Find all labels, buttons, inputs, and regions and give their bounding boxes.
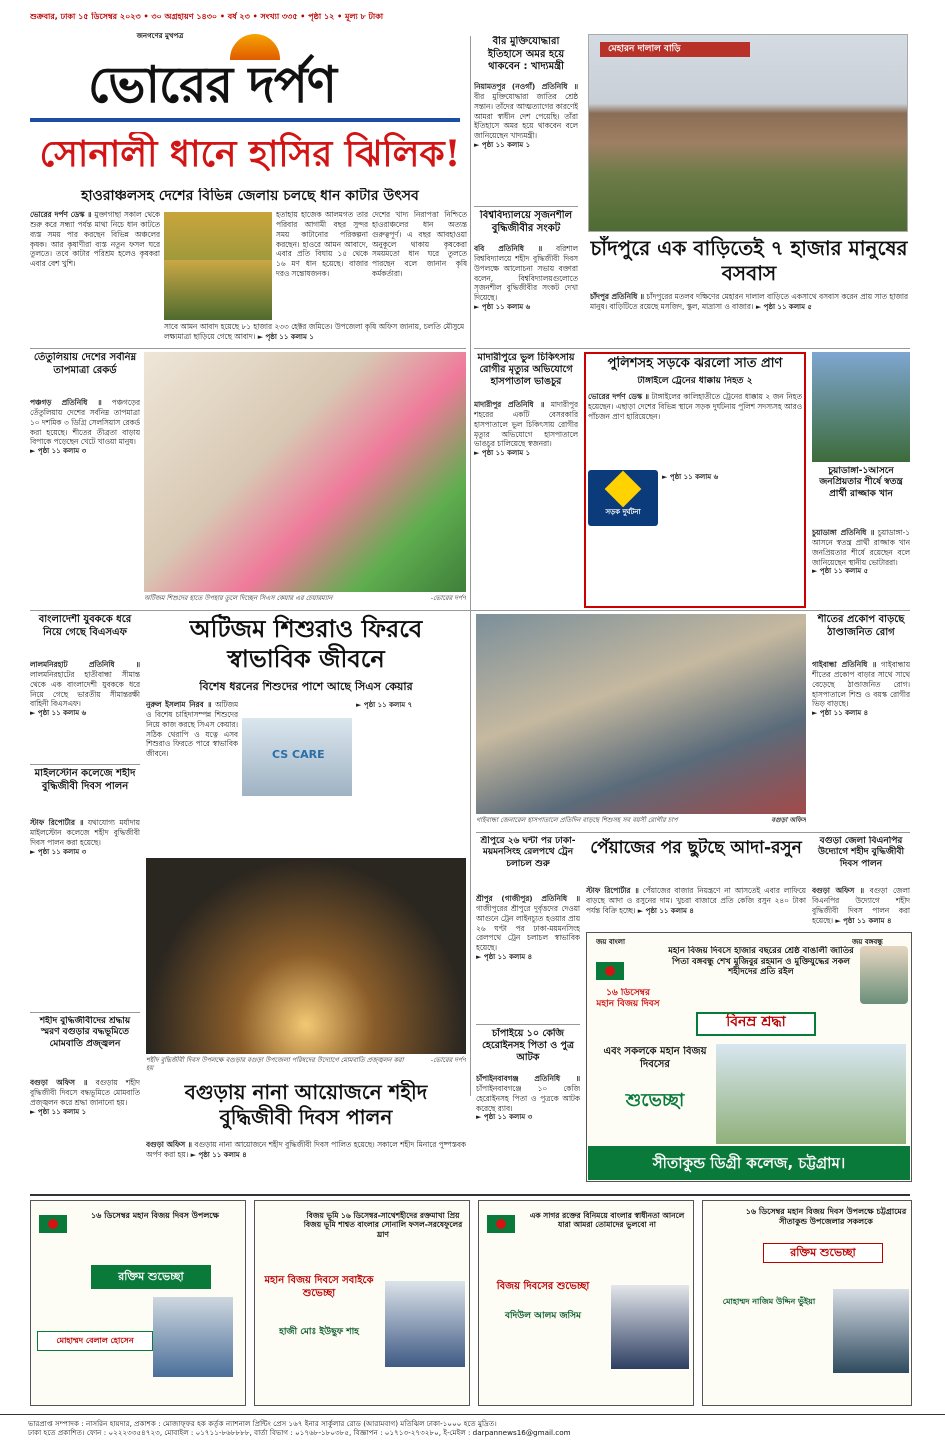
college-building-photo — [716, 1044, 906, 1144]
lead-bottom-text: সাবে আমন আবাদ হয়েছে ৮১ হাজার ২৩৩ হেক্টর জমিতে। উপজেলা কৃষি অফিস জানায়, চলতি মৌসুমে লক্ষ্যমাত্রা ছাড়িয়ে গেছে আবাদ। — [164, 322, 464, 341]
autism-event-photo — [144, 352, 466, 592]
ad-3-top: এক সাগর রক্তের বিনিময়ে বাংলার স্বাধীনতা আনলে যারা আমরা তোমাদের ভুলবো না — [529, 1211, 685, 1230]
lead-headline[interactable]: সোনালী ধানে হাসির ঝিলিক! — [39, 133, 461, 175]
chapai-body — [476, 1074, 580, 1182]
bangladesh-flag-icon — [487, 1215, 515, 1233]
university-headline[interactable]: বিশ্ববিদ্যালয়ে সৃজনশীল বুদ্ধিজীবীর সংকট — [479, 210, 573, 234]
university-body — [474, 244, 578, 344]
byline: বগুড়া অফিস ॥ — [146, 1140, 192, 1149]
ad-4-top: ১৬ ডিসেম্বর মহান বিজয় দিবস উপলক্ষে চট্টগ্রামের সীতাকুন্ড উপজেলার সকলকে — [745, 1207, 907, 1226]
divider — [30, 764, 140, 765]
leader-portrait — [860, 946, 908, 1004]
freedom-fighters-headline[interactable]: বীর মুক্তিযোদ্ধারা ইতিহাসে অমর হয়ে থাকবেন : খাদ্যমন্ত্রী — [487, 36, 565, 72]
photo-caption: অটিজম শিশুদের হাতে উপহার তুলে দিচ্ছেন সিএস কেয়ার এর চেয়ারম্যান — [144, 594, 333, 602]
onion-text: পেঁয়াজের বাজার নিয়ন্ত্রণে না আসতেই এবার লাফিয়ে বাড়ছে আদা ও রসুনের দাম। খুচরা বাজারে প্রতি কেজি রসুন ২৪০ টাকা পর্যন্ত বিক্রি হচ্ছে। — [586, 886, 806, 915]
desk: ভোরের দর্পণ ডেস্ক ॥ — [588, 392, 649, 401]
byline: চাঁপাইনবাবগঞ্জ প্রতিনিধি ॥ — [476, 1074, 580, 1083]
chandpur-headline[interactable]: চাঁদপুরে এক বাড়িতেই ৭ হাজার মানুষের বসবাস — [590, 236, 908, 285]
cold-text: গাইবান্ধায় শীতের প্রকোপ বাড়ার সাথে সাথে বেড়েছে ঠাণ্ডাজনিত রোগ। হাসপাতালে শিশু ও বয়স্ক রোগীর ভিড় বাড়ছে। — [812, 660, 910, 709]
joy-bangla: জয় বাংলা — [596, 938, 626, 946]
photo-caption: শহীদ বুদ্ধিজীবী দিবস উপলক্ষে বগুড়ার বগুড়া উপজেলা পরিষদের উদ্যোগে মোমবাতি প্রজ্জ্বলন করা হয় — [146, 1056, 404, 1073]
byline: স্টাফ রিপোর্টার ॥ — [30, 818, 84, 827]
onion-headline[interactable]: পেঁয়াজের পর ছুটছে আদা-রসুন — [590, 838, 802, 858]
continue-link[interactable]: ► পৃষ্ঠা ১১ কলাম ৩ — [30, 447, 87, 456]
ad-4-greet: রক্তিম শুভেচ্ছা — [763, 1243, 883, 1263]
bsf-headline[interactable]: বাংলাদেশী যুবককে ধরে নিয়ে গেছে বিএসএফ — [38, 614, 132, 638]
autism-body-2 — [356, 700, 466, 850]
bogura-events-text: বগুড়ায় নানা আয়োজনে শহীদ বুদ্ধিজীবী দিবস পালিত হয়েছে। সকালে শহীদ মিনারে পুষ্পস্তবক অর্পণ করা হয়। — [146, 1140, 466, 1159]
byline: নুরুল ইসলাম নিরব ॥ — [146, 700, 212, 709]
continue-link[interactable]: ► পৃষ্ঠা ১১ কলাম ৫ — [812, 567, 869, 576]
madaripur-text: মাদারীপুর শহরের একটি বেসরকারি হাসপাতালে ভুল চিকিৎসায় রোগীর মৃত্যুর অভিযোগে হাসপাতালে ভাঙচুর চালিয়েছে স্বজনরা। — [474, 400, 578, 449]
byline: লালমনিরহাট প্রতিনিধি ॥ — [30, 660, 140, 669]
lead-col1-more — [30, 290, 160, 320]
divider — [30, 348, 466, 349]
byline: বগুড়া অফিস ॥ — [30, 1078, 88, 1087]
ad-2-top: বিজয় ভূমি ১৬ ডিসেম্বর-সাথেশহীদের রক্তমাখা প্রিয় বিজয় ভূমি শাশ্বত বাংলার সোনালি ফসল-সরষেফুলের ঘ্রাণ — [303, 1211, 463, 1239]
ad-2-portrait — [385, 1281, 465, 1367]
sign-label: সড়ক দুর্ঘটনা — [605, 508, 641, 516]
byline: শ্রীপুর (গাজীপুর) প্রতিনিধি ॥ — [476, 894, 580, 903]
autism-text: অটিজম ও বিশেষ চাহিদাসম্পন্ন শিশুদের নিয়ে কাজ করছে সিএস কেয়ার। সঠিক থেরাপি ও যত্নে এসব শিশুরাও ফিরতে পারে স্বাভাবিক জীবনে। — [146, 700, 238, 759]
continue-link[interactable]: ► পৃষ্ঠা ১১ কলাম ৪ — [476, 953, 533, 962]
bogura-bnp-text: বগুড়া জেলা বিএনপির উদ্যোগে শহীদ বুদ্ধিজীবী দিবস পালন করা হয়েছে। — [812, 886, 910, 925]
ad-greet-word: শুভেচ্ছা — [625, 1090, 685, 1111]
candidate-photo — [812, 352, 910, 462]
lead-subhead: হাওরাঞ্চলসহ দেশের বিভিন্ন জেলায় চলছে ধান কাটার উৎসব — [81, 188, 419, 204]
milestone-text: যথাযোগ্য মর্যাদায় মাইলস্টোন কলেজে শহীদ বুদ্ধিজীবী দিবস পালন করা হয়েছে। — [30, 818, 140, 847]
photo-caption: গাইবান্ধা জেনারেল হাসপাতালে প্রতিদিন বাড়ছে শিশুসহ সব বয়সী রোগীর চাপ — [476, 816, 678, 824]
temperature-body — [30, 398, 140, 594]
temperature-headline[interactable]: তেঁতুলিয়ায় দেশের সর্বনিম্ন তাপমাত্রা রেকর্ড — [33, 352, 137, 376]
bsf-text: লালমনিরহাটের হাতীবান্ধা সীমান্ত থেকে এক বাংলাদেশী যুবককে ধরে নিয়ে গেছে ভারতীয় সীমান্তরক্ষী বাহিনী বিএসএফ। — [30, 669, 140, 709]
photo-credit: -ভোরের দর্পণ — [430, 1056, 466, 1064]
martyr-bogura-text: বগুড়ায় শহীদ বুদ্ধিজীবী দিবসে বদ্ধভূমিতে মোমবাতি প্রজ্জ্বলন করে শ্রদ্ধা জানানো হয়। — [30, 1078, 140, 1107]
ad-3[interactable] — [478, 1200, 694, 1406]
milestone-headline[interactable]: মাইলস্টোন কলেজে শহীদ বুদ্ধিজীবী দিবস পালন — [34, 768, 136, 792]
continue-link[interactable]: ► পৃষ্ঠা ১১ কলাম ৭ — [356, 701, 413, 709]
ad-2-greet: মহান বিজয় দিবসে সবাইকে শুভেচ্ছা — [264, 1275, 374, 1299]
chandpur-text: চাঁদপুরের মতলব দক্ষিণের মেহারন দালাল বাড়িতে একসাথে বসবাস করেন প্রায় সাত হাজার মানুষ। বাড়িটিতে রয়েছে মসজিদ, স্কুল, মাদ্রাসা ও বাজার। — [590, 292, 908, 311]
police-body — [588, 392, 802, 468]
autism-subhead: বিশেষ ধরনের শিশুদের পাশে আছে সিএস কেয়ার — [199, 680, 413, 693]
lead-bottom — [164, 322, 464, 344]
byline: বগুড়া অফিস ॥ — [812, 886, 865, 895]
imprint-footer — [0, 1414, 945, 1452]
continue-link[interactable]: ► পৃষ্ঠা ১১ কলাম ৬ — [474, 303, 531, 312]
divider — [470, 36, 471, 1096]
byline: পঞ্চগড় প্রতিনিধি ॥ — [30, 398, 102, 407]
onion-body — [586, 886, 806, 928]
ad-4-portrait — [833, 1289, 909, 1373]
byline: চাঁদপুর প্রতিনিধি ॥ — [590, 292, 644, 301]
bogura-bnp-body — [812, 886, 910, 928]
ad-1-greet: রক্তিম শুভেচ্ছা — [91, 1265, 211, 1289]
byline: মাদারীপুর প্রতিনিধি ॥ — [474, 400, 545, 409]
ad-1-top: ১৬ ডিসেম্বর মহান বিজয় দিবস উপলক্ষে — [90, 1211, 219, 1220]
continue-link[interactable]: ► পৃষ্ঠা ১১ কলাম ১ — [30, 1107, 87, 1116]
ad-tribute-text: মহান বিজয় দিবসে হাজার বছরের শ্রেষ্ঠ বাঙালী জাতির পিতা বঙ্গবন্ধু শেখ মুজিবুর রহমান ও মুক্তিযুদ্ধের সকল শহীদদের প্রতি রইল — [668, 946, 854, 978]
photo-credit: -ভোরের দর্পণ — [430, 594, 466, 602]
continue-link[interactable]: ► পৃষ্ঠা ১১ কলাম ৬ — [30, 709, 87, 718]
ad-4[interactable] — [702, 1200, 912, 1406]
autism-headline[interactable]: অটিজম শিশুরাও ফিরবে স্বাভাবিক জীবনে — [189, 615, 423, 673]
photo-credit: বগুড়া অফিস — [771, 816, 806, 824]
madaripur-body — [474, 400, 578, 594]
continue-link[interactable]: ► পৃষ্ঠা ১১ কলাম ১ — [474, 141, 531, 150]
tribute-label: বিনম্র শ্রদ্ধা — [696, 1012, 816, 1036]
lead-col1-text: মুক্তাগাছা সকাল থেকে শুরু করে সন্ধ্যা পর্যন্ত মাথা নিচে ধান কাটতে ব্যস্ত সময় পার করছেন বিভিন্ন অঞ্চলের কৃষক। আর কৃষাণীরা ব্যস্ত নতুন ফসল ঘরে তুলতে। তবে কাটার পরিশ্রম হলেও কৃষকরা এবার বেশ খুশি। — [30, 210, 160, 269]
byline: ববি প্রতিনিধি ॥ — [474, 244, 543, 253]
lead-desk: ভোরের দর্পণ ডেস্ক ॥ — [30, 210, 92, 219]
university-text: বরিশাল বিশ্ববিদ্যালয়ে শহীদ বুদ্ধিজীবী দিবস উপলক্ষে আলোচনা সভায় বক্তারা বলেন, বিশ্ববিদ্যালয়গুলোতে সৃজনশীল বুদ্ধিজীবীর সংকট দেখা দিয়েছে। — [474, 244, 578, 303]
candle-lighting-photo — [146, 858, 466, 1054]
divider — [476, 832, 910, 833]
continue-link[interactable]: ► পৃষ্ঠা ১১ কলাম ৩ — [476, 1113, 533, 1122]
bogura-bnp-headline[interactable]: বগুড়া জেলা বিএনপির উদ্যোগে শহীদ বুদ্ধিজীবী দিবস পালন — [817, 836, 905, 869]
ad-college-footer: সীতাকুন্ড ডিগ্রী কলেজ, চট্টগ্রাম। — [588, 1146, 910, 1180]
ad-1-name: মোহাম্মদ বেলাল হোসেন — [37, 1331, 153, 1351]
byline: চুয়াডাঙ্গা প্রতিনিধি ॥ — [812, 528, 875, 537]
ad-3-name: বদিউল আলম জসিম — [504, 1311, 582, 1321]
byline: গাইবান্ধা প্রতিনিধি ॥ — [812, 660, 877, 669]
freedom-fighters-text: বীর মুক্তিযোদ্ধারা জাতির শ্রেষ্ঠ সন্তান। তাঁদের আত্মত্যাগের কারণেই আমরা স্বাধীন দেশ পেয়েছি। তাঁরা ইতিহাসে অমর হয়ে থাকবেন বলে জানিয়েছেন খাদ্যমন্ত্রী। — [474, 91, 578, 141]
joy-bangabandhu: জয় বঙ্গবন্ধু — [852, 938, 883, 946]
madaripur-headline[interactable]: মাদারীপুরে ভুল চিকিৎসায় রোগীর মৃত্যুর অভিযোগে হাসপাতাল ভাঙচুর — [477, 352, 575, 387]
martyr-bogura-headline[interactable]: শহীদ বুদ্ধিজীবীদের শ্রদ্ধায় স্মরণ বগুড়ার বদ্ধভূমিতে মোমবাতি প্রজ্জ্বলন — [39, 1016, 131, 1049]
lead-continue[interactable]: ► পৃষ্ঠা ১১ কলাম ১ — [257, 332, 314, 341]
autism-body — [146, 700, 238, 860]
lead-col3: দেশের খাদ্য নিরাপত্তা নিশ্চিতে হাওরাঞ্চলের ধান অত্যন্ত গুরুত্বপূর্ণ। এ বছর আবহাওয়া অনুকূলে থাকায় কৃষকেরা সময়মতো ধান ঘরে তুলতে পারছেন বলে জানান কৃষি কর্মকর্তারা। — [372, 210, 467, 279]
cold-headline[interactable]: শীতের প্রকোপ বাড়ছে ঠাণ্ডাজনিত রোগ — [817, 614, 905, 638]
victory-day-badge: ১৬ ডিসেম্বর মহান বিজয় দিবস — [596, 988, 660, 1010]
continue-link[interactable]: ► পৃষ্ঠা ১১ কলাম ৩ — [30, 847, 87, 856]
imprint-line-2: ঢাকা হতে প্রকাশিত। ফোন : ০২২২৩৩৫৪৭২৩, মোবাইল : ০১৭১১-৮৬৮৮৮৮, বার্তা বিভাগ : ০১৭৬৮-১৮০৩৮৫, বিজ্ঞাপন : ০১৭১৩-২৭৩২৮০, ই-মেইল : darpannews16@gmail.com — [28, 1428, 571, 1437]
byline: স্টাফ রিপোর্টার ॥ — [586, 886, 639, 895]
ad-3-portrait — [611, 1285, 689, 1369]
house-photo — [588, 34, 908, 232]
hospital-photo — [476, 614, 806, 814]
warning-icon — [605, 471, 642, 508]
divider — [30, 1012, 140, 1013]
chuadanga-body — [812, 528, 910, 608]
bangladesh-flag-icon — [596, 962, 624, 980]
continue-link[interactable]: ► পৃষ্ঠা ১১ কলাম ৪ — [812, 709, 869, 718]
continue-link[interactable]: ► পৃষ্ঠা ১১ কলাম ৫ — [755, 302, 812, 311]
divider — [30, 610, 910, 611]
martyr-bogura-body — [30, 1078, 140, 1158]
byline: নিয়ামতপুর (নওগাঁ) প্রতিনিধি ॥ — [474, 82, 578, 91]
lead-col1 — [30, 210, 160, 290]
ad-2-name: হাজী মোঃ ইউছুফ শাহ — [279, 1327, 359, 1337]
divider — [474, 206, 578, 207]
chapai-text: চাঁপাইনবাবগঞ্জে ১০ কেজি হেরোইনসহ পিতা ও পুত্রকে আটক করেছে র‍্যাব। — [476, 1083, 580, 1113]
dateline: শুক্রবার, ঢাকা ১৫ ডিসেম্বর ২০২৩ • ৩০ অগ্রহায়ণ ১৪৩০ • বর্ষ ২৩ • সংখ্যা ৩৩৫ • পৃষ্ঠা ১২ • মূল্য ৮ টাকা — [30, 12, 384, 21]
ad-4-name: মোহাম্মদ নাজিম উদ্দিন ভুঁইয়া — [722, 1297, 816, 1306]
bangladesh-flag-icon — [39, 1215, 67, 1233]
lead-col2: হতাহায় হাজেক আলমগত তার পরিবার আগামী বছর সুন্দর সময় কাটানোর পরিকল্পনা করছেন। হাওরে আমন আবাদে, এবার প্রতি বিঘায় ১৫ থেকে ১৬ মণ ধান হয়েছে। বাজার দরও সন্তোষজনক। — [276, 210, 368, 279]
chuadanga-headline[interactable]: চুয়াডাঙ্গা-১আসনে জনপ্রিয়তার শীর্ষে স্বতন্ত্র প্রার্থী রাজ্জাক খান — [819, 466, 903, 499]
continue-link[interactable]: ► পৃষ্ঠা ১১ কলাম ৪ — [190, 1150, 247, 1159]
police-headline[interactable]: পুলিশসহ সড়কে ঝরলো সাত প্রাণ — [607, 356, 783, 371]
road-accident-sign — [588, 470, 658, 526]
cs-care-sign: CS CARE — [272, 748, 325, 761]
cold-body — [812, 660, 910, 810]
ad-1-portrait — [153, 1297, 233, 1377]
sripur-headline[interactable]: শ্রীপুরে ২৬ ঘন্টা পর ঢাকা-ময়মনসিংহ রেলপথে ট্রেন চলাচল শুরু — [480, 836, 576, 869]
freedom-fighters-body — [474, 82, 578, 202]
rice-photo-2 — [164, 260, 272, 320]
imprint-line-1: ভারপ্রাপ্ত সম্পাদক : নাসরিন হায়দার, প্রকাশক : মোজাফ্ফর হক কর্তৃক ন্যাশনাল প্রিন্টিং প্রেস ১৬৭ ইনার সার্কুলার রোড (আরামবাগ) মতিঝিল ঢাকা-১০০০ হতে মুদ্রিত। — [28, 1419, 497, 1428]
continue-link[interactable]: ► পৃষ্ঠা ১১ কলাম ১ — [474, 449, 531, 458]
continue-link[interactable]: ► পৃষ্ঠা ১১ কলাম ৪ — [637, 906, 694, 915]
ad-1[interactable] — [30, 1200, 246, 1406]
ad-2[interactable] — [254, 1200, 470, 1406]
divider — [476, 1024, 580, 1025]
sripur-body — [476, 894, 580, 1022]
photo-tag: মেহারন দালাল বাড়ি — [600, 42, 750, 57]
sripur-text: গাজীপুরের শ্রীপুরে দুর্বৃত্তদের দেওয়া আগুনে ট্রেন লাইনচ্যুত হওয়ার প্রায় ২৬ ঘণ্টা পর ঢাকা-ময়মনসিংহ রেলপথে ট্রেন চলাচল স্বাভাবিক হয়েছে। — [476, 903, 580, 953]
continue-link[interactable]: ► পৃষ্ঠা ১১ কলাম ৬ — [662, 473, 719, 481]
bogura-events-headline[interactable]: বগুড়ায় নানা আয়োজনে শহীদ বুদ্ধিজীবী দিবস পালন — [184, 1080, 428, 1129]
bsf-body — [30, 660, 140, 760]
divider — [30, 1194, 910, 1196]
continue-link[interactable]: ► পৃষ্ঠা ১১ কলাম ৪ — [835, 916, 892, 925]
masthead-rule — [30, 118, 460, 122]
milestone-body — [30, 818, 140, 928]
divider — [474, 348, 910, 349]
police-text: টাঙ্গাইলের কালিহাতীতে ট্রেনের ধাক্কায় ২ জন নিহত হয়েছেন। এছাড়া দেশের বিভিন্ন স্থানে সড়ক দুর্ঘটনায় পুলিশ সদস্যসহ আরও পাঁচজন প্রাণ হারিয়েছেন। — [588, 392, 802, 421]
masthead-title: ভোরের দর্পণ — [88, 55, 336, 114]
cs-care-building-photo — [242, 718, 352, 796]
ad-greet: এবং সকলকে মহান বিজয় দিবসের — [603, 1046, 707, 1070]
chuadanga-text: চুয়াডাঙ্গা-১ আসনে স্বতন্ত্র প্রার্থী রাজ্জাক খান জনপ্রিয়তার শীর্ষে রয়েছেন বলে জানিয়েছেন স্থানীয় ভোটাররা। — [812, 528, 910, 567]
police-body-2 — [662, 472, 802, 602]
ad-3-greet: বিজয় দিবসের শুভেচ্ছা — [496, 1281, 590, 1292]
temperature-text: পঞ্চগড়ের তেঁতুলিয়ায় দেশের সর্বনিম্ন তাপমাত্রা ১০ দশমিক ৩ ডিগ্রি সেলসিয়াস রেকর্ড করা হয়েছে। শীতের তীব্রতা বাড়ায় বিপাকে পড়েছেন খেটে খাওয়া মানুষ। — [30, 398, 140, 447]
chandpur-body — [590, 292, 908, 340]
chapai-headline[interactable]: চাঁপাইয়ে ১০ কেজি হেরোইনসহ পিতা ও পুত্র আটক — [482, 1028, 574, 1063]
police-subhead: টাঙ্গাইলে ট্রেনের ধাক্কায় নিহত ২ — [637, 376, 753, 386]
tagline: জনগণের মুখপত্র — [136, 32, 184, 40]
bogura-events-body — [146, 1140, 466, 1180]
